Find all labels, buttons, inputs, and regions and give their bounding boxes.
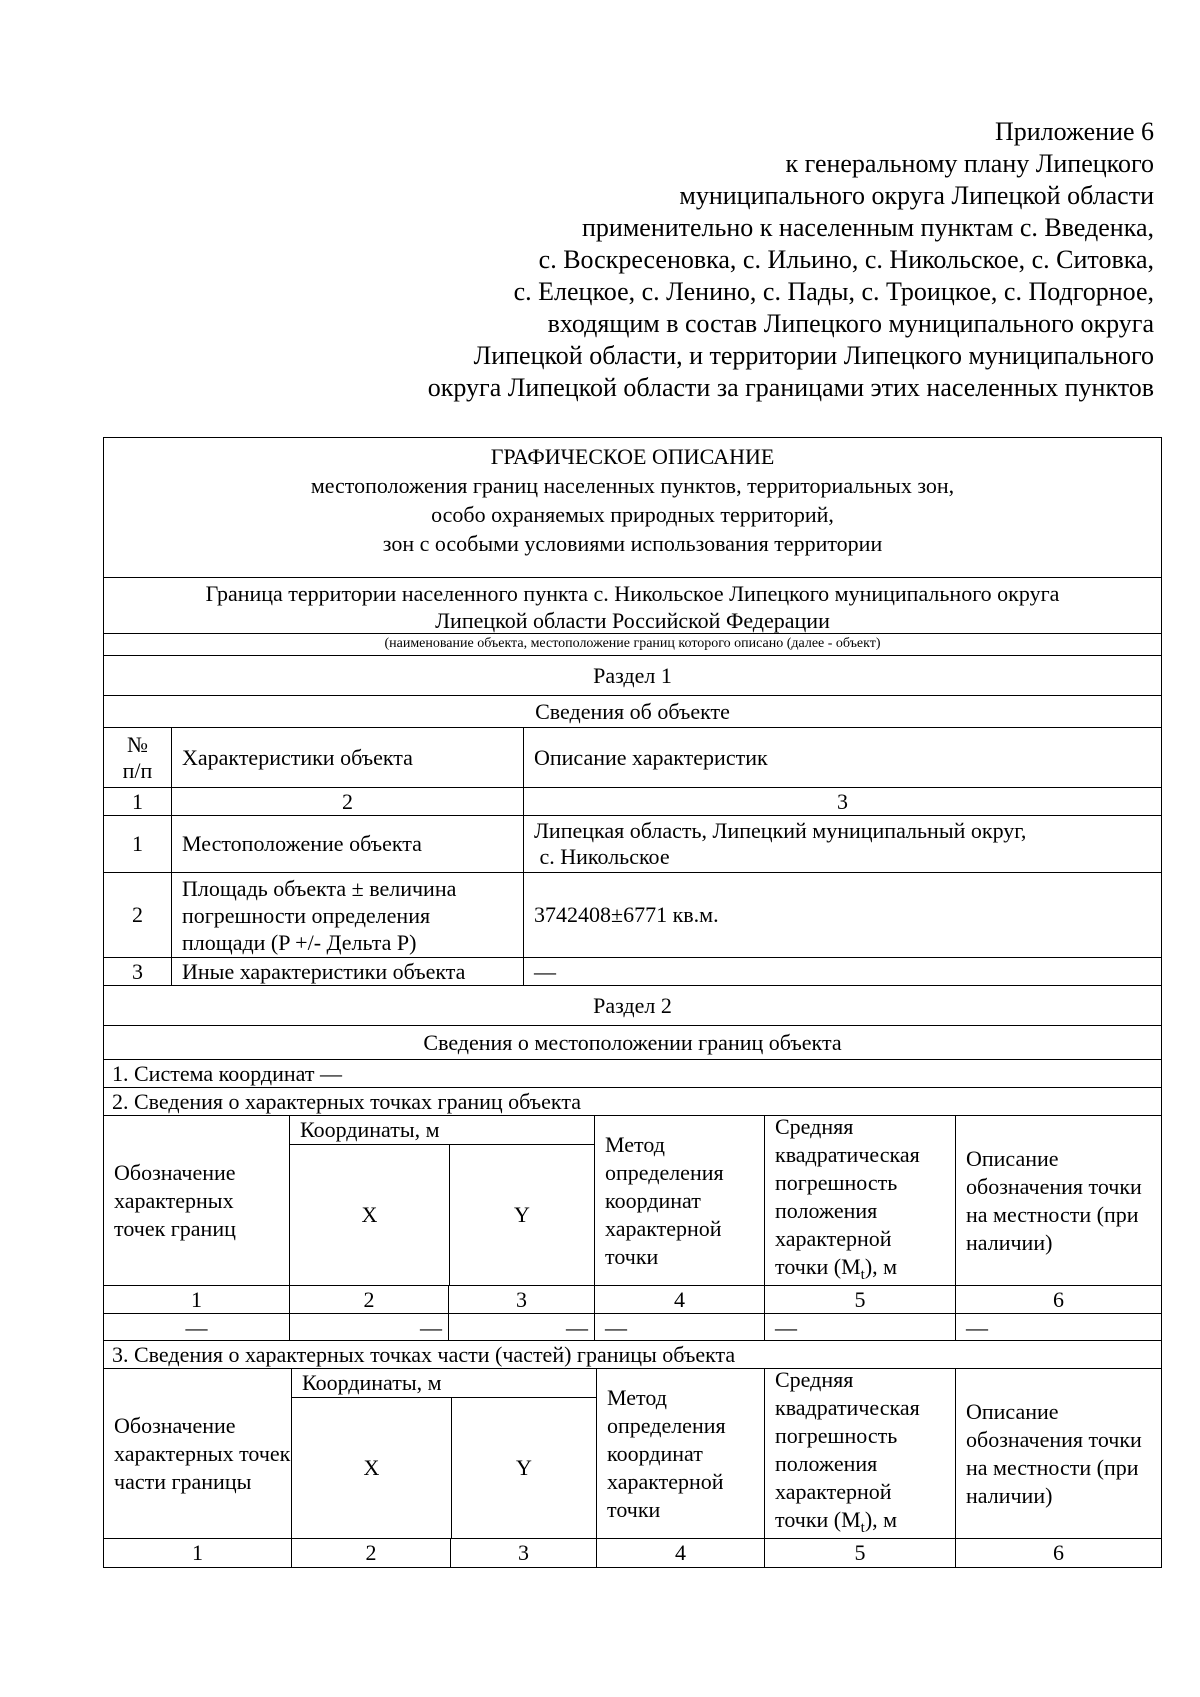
row-characteristic: Иные характеристики объекта	[171, 958, 523, 985]
points-empty-row	[104, 1314, 1161, 1341]
index-cell: 3	[450, 1539, 596, 1567]
appendix-line: к генеральному плану Липецкого	[785, 149, 1154, 178]
col-designation-header: Обозначение характерных точек границ	[114, 1159, 236, 1241]
object-name-line: Граница территории населенного пункта с. Никольское Липецкого муниципального округа	[205, 581, 1060, 606]
dash-cell: —	[289, 1314, 448, 1340]
col-coords-header	[289, 1116, 594, 1285]
row-number: 2	[132, 902, 143, 927]
col-description-header: Описание обозначения точки на местности (при наличии)	[955, 1369, 1161, 1538]
points-title: 2. Сведения о характерных точках границ объекта	[104, 1088, 1161, 1116]
form-subtitle-line: местоположения границ населенных пунктов, территориальных зон,	[310, 473, 955, 498]
row-characteristic: Местоположение объекта	[171, 816, 523, 872]
parts-index-row	[104, 1539, 1161, 1567]
coordinate-system: 1. Система координат —	[104, 1060, 1161, 1088]
appendix-header	[254, 116, 1154, 404]
row-number: 3	[132, 959, 143, 984]
form-title-block	[104, 438, 1161, 578]
appendix-line: муниципального округа Липецкой области	[679, 181, 1154, 210]
object-caption: (наименование объекта, местоположение границ которого описано (далее - объект)	[104, 634, 1161, 656]
index-cell: 5	[764, 1539, 955, 1567]
row-description: —	[523, 958, 1161, 985]
dash-cell: —	[185, 1315, 208, 1340]
form-subtitle-line: зон с особыми условиями использования территории	[382, 531, 883, 556]
index-cell: 1	[191, 1287, 202, 1312]
index-cell: 6	[955, 1539, 1161, 1567]
form-title: ГРАФИЧЕСКОЕ ОПИСАНИЕ	[490, 444, 775, 469]
col-designation-part-header: Обозначение характерных точек части границы	[114, 1412, 291, 1494]
row-description-line: с. Никольское	[534, 844, 670, 869]
row-description-line: Липецкая область, Липецкий муниципальный округ,	[534, 818, 1027, 843]
dash-cell: —	[448, 1314, 594, 1340]
index-cell: 1	[192, 1540, 203, 1565]
section1-title: Раздел 1	[104, 656, 1161, 696]
appendix-line: с. Елецкое, с. Ленино, с. Пады, с. Троицкое, с. Подгорное,	[513, 277, 1154, 306]
index-cell: 6	[955, 1286, 1161, 1313]
section1-subtitle: Сведения об объекте	[104, 696, 1161, 728]
index-cell: 2	[289, 1286, 448, 1313]
col-x-header: X	[363, 1455, 380, 1480]
index-cell: 4	[596, 1539, 764, 1567]
index-cell: 5	[764, 1286, 955, 1313]
coords-title: Координаты, м	[302, 1370, 442, 1395]
index-cell: 4	[594, 1286, 764, 1313]
points-index-row	[104, 1286, 1161, 1314]
col-desc-header: Описание характеристик	[523, 728, 1161, 787]
col-error-header: Средняя квадратическая погрешность положения характерной точки $(M_t)$, м	[764, 1116, 955, 1285]
form-subtitle-line: особо охраняемых природных территорий,	[431, 502, 834, 527]
row-description	[523, 816, 1161, 872]
appendix-line: Липецкой области, и территории Липецкого муниципального	[473, 341, 1154, 370]
row-description: 3742408±6771 кв.м.	[523, 873, 1161, 957]
object-name-line: Липецкой области Российской Федерации	[435, 608, 830, 633]
appendix-line: Приложение 6	[994, 117, 1154, 146]
section1-row-area	[104, 873, 1161, 958]
col-num-header: № п/п	[122, 731, 153, 783]
points-table-header	[104, 1113, 1161, 1286]
dash-cell: —	[594, 1314, 764, 1340]
col-error-header: Средняя квадратическая погрешность положения характерной точки $(M_t)$, м	[764, 1369, 955, 1538]
col-y-header: Y	[451, 1398, 596, 1538]
section1-row-location	[104, 816, 1161, 873]
appendix-line: входящим в состав Липецкого муниципального округа	[547, 309, 1154, 338]
section2-subtitle: Сведения о местоположении границ объекта	[104, 1026, 1161, 1060]
col-char-header: Характеристики объекта	[171, 728, 523, 787]
index-cell: 3	[448, 1286, 594, 1313]
row-number: 1	[132, 831, 143, 856]
graphic-description-form	[103, 437, 1162, 1568]
section1-index-row	[104, 788, 1161, 816]
appendix-line: округа Липецкой области за границами этих населенных пунктов	[427, 373, 1154, 402]
col-method-header: Метод определения координат характерной точки	[596, 1369, 764, 1538]
dash-cell: —	[764, 1314, 955, 1340]
row-characteristic: Площадь объекта ± величина погрешности определения площади (P +/- Дельта P)	[171, 873, 523, 957]
dash-cell: —	[955, 1314, 1161, 1340]
col-description-header: Описание обозначения точки на местности (при наличии)	[955, 1116, 1161, 1285]
index-cell: 1	[132, 789, 143, 814]
parts-title: 3. Сведения о характерных точках части (частей) границы объекта	[104, 1341, 1161, 1369]
appendix-line: с. Воскресеновка, с. Ильино, с. Никольское, с. Ситовка,	[538, 245, 1154, 274]
index-cell: 3	[523, 788, 1161, 815]
index-cell: 2	[171, 788, 523, 815]
col-method-header: Метод определения координат характерной точки	[594, 1116, 764, 1285]
appendix-line: применительно к населенным пунктам с. Введенка,	[582, 213, 1154, 242]
object-name-block	[104, 578, 1161, 634]
coords-title: Координаты, м	[300, 1117, 440, 1142]
col-coords-header	[291, 1369, 596, 1538]
section1-header-row	[104, 728, 1161, 788]
parts-table-header	[104, 1366, 1161, 1539]
index-cell: 2	[291, 1539, 450, 1567]
col-x-header: X	[361, 1202, 378, 1227]
section1-row-other	[104, 958, 1161, 986]
col-y-header: Y	[449, 1145, 594, 1285]
section2-title: Раздел 2	[104, 986, 1161, 1026]
